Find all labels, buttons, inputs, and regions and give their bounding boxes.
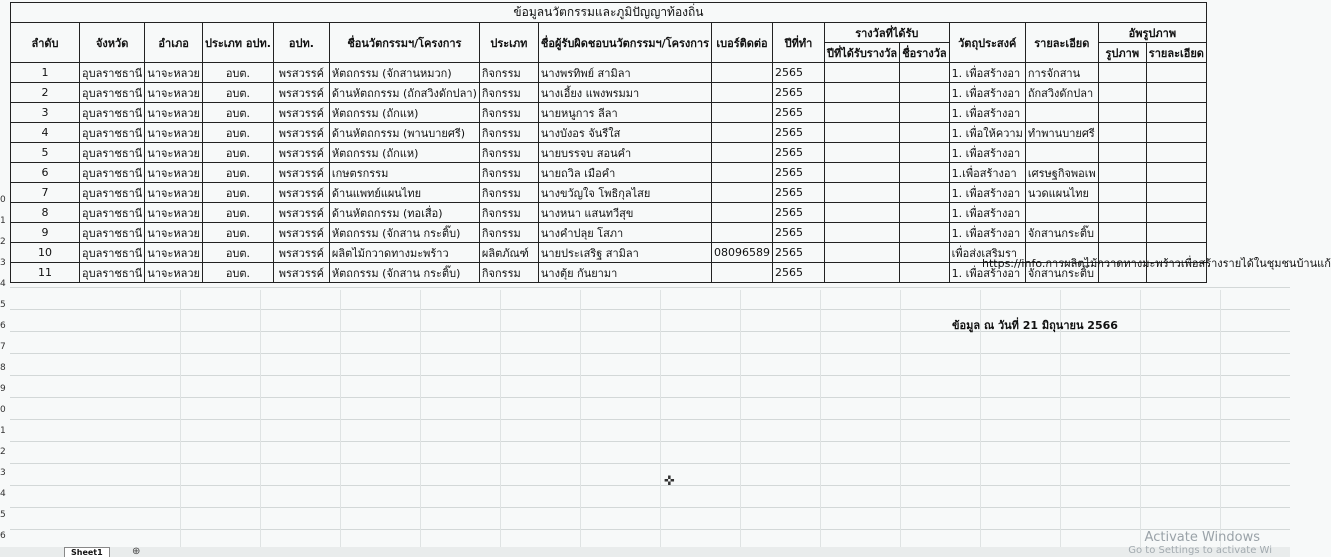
- row-number[interactable]: 1: [0, 216, 6, 226]
- cell-photo-detail[interactable]: [1146, 83, 1206, 103]
- cell-province[interactable]: อุบลราชธานี: [80, 123, 145, 143]
- cell-province[interactable]: อุบลราชธานี: [80, 63, 145, 83]
- grid-line: [900, 290, 901, 557]
- cell-category[interactable]: กิจกรรม: [479, 163, 538, 183]
- row-number[interactable]: 6: [0, 531, 6, 541]
- cell-phone[interactable]: 08096589: [712, 243, 773, 263]
- cell-category[interactable]: กิจกรรม: [479, 263, 538, 283]
- cell-objective[interactable]: 1. เพื่อสร้างอา: [949, 143, 1025, 163]
- cell-category[interactable]: กิจกรรม: [479, 183, 538, 203]
- cell-cursor-icon: ✜: [664, 474, 675, 489]
- cell-no[interactable]: 2: [11, 83, 80, 103]
- cell-award-name[interactable]: [900, 243, 949, 263]
- cell-owner[interactable]: นายถวิล เมือคำ: [538, 163, 711, 183]
- cell-photo[interactable]: [1098, 63, 1146, 83]
- header-district[interactable]: อำเภอ: [145, 23, 203, 63]
- cell-phone[interactable]: [712, 203, 773, 223]
- tab-sheet1[interactable]: Sheet1: [64, 547, 110, 557]
- cell-province[interactable]: อุบลราชธานี: [80, 103, 145, 123]
- row-number[interactable]: 7: [0, 342, 6, 352]
- row-number[interactable]: 4: [0, 279, 6, 289]
- cell-province[interactable]: อุบลราชธานี: [80, 223, 145, 243]
- header-award-year[interactable]: ปีที่ได้รับรางวัล: [825, 43, 900, 63]
- grid-line: [180, 290, 181, 557]
- cell-owner[interactable]: นางตุ้ย กันยามา: [538, 263, 711, 283]
- date-note[interactable]: ข้อมูล ณ วันที่ 21 มิถุนายน 2566: [952, 319, 1118, 332]
- cell-phone[interactable]: [712, 123, 773, 143]
- cell-year[interactable]: 2565: [773, 223, 825, 243]
- cell-category[interactable]: กิจกรรม: [479, 123, 538, 143]
- cell-objective[interactable]: 1. เพื่อสร้างอา: [949, 263, 1025, 283]
- cell-province[interactable]: อุบลราชธานี: [80, 203, 145, 223]
- cell-phone[interactable]: [712, 63, 773, 83]
- grid-line: [10, 287, 1290, 288]
- cell-district[interactable]: นาจะหลวย: [145, 103, 203, 123]
- cell-owner[interactable]: นางคำปลุย โสภา: [538, 223, 711, 243]
- cell-award-name[interactable]: [900, 143, 949, 163]
- cell-district[interactable]: นาจะหลวย: [145, 163, 203, 183]
- cell-opt-type[interactable]: อบต.: [202, 123, 273, 143]
- cell-award-year[interactable]: [825, 243, 900, 263]
- cell-opt-type[interactable]: อบต.: [202, 83, 273, 103]
- cell-detail[interactable]: นวดแผนไทย: [1025, 183, 1098, 203]
- grid-line: [660, 290, 661, 557]
- row-number[interactable]: 6: [0, 321, 6, 331]
- grid-line: [10, 419, 1290, 420]
- cell-objective[interactable]: 1. เพื่อสร้างอา: [949, 203, 1025, 223]
- cell-year[interactable]: 2565: [773, 163, 825, 183]
- cell-year[interactable]: 2565: [773, 183, 825, 203]
- table-row: [11, 163, 1207, 183]
- row-number[interactable]: 1: [0, 426, 6, 436]
- table-row: [11, 223, 1207, 243]
- cell-phone[interactable]: [712, 143, 773, 163]
- cell-photo[interactable]: [1098, 223, 1146, 243]
- cell-no[interactable]: 5: [11, 143, 80, 163]
- header-photo-group[interactable]: อัพรูปภาพ: [1098, 23, 1206, 43]
- header-owner[interactable]: ชื่อผู้รับผิดชอบนวัตกรรมฯ/โครงการ: [538, 23, 711, 63]
- cell-detail[interactable]: จักสานกระติ๊บ: [1025, 263, 1098, 283]
- cell-award-year[interactable]: [825, 103, 900, 123]
- grid-line: [10, 463, 1290, 464]
- cell-award-name[interactable]: [900, 203, 949, 223]
- row10-link-cell[interactable]: [982, 254, 1331, 272]
- cell-opt[interactable]: พรสวรรค์: [273, 83, 329, 103]
- cell-name[interactable]: หัตถกรรม (ถักแห): [329, 103, 479, 123]
- row-number[interactable]: 9: [0, 384, 6, 394]
- activate-windows-subtitle: Go to Settings to activate Wi: [1128, 545, 1272, 556]
- cell-opt[interactable]: พรสวรรค์: [273, 163, 329, 183]
- cell-objective[interactable]: เพื่อส่งเสริมรา: [949, 243, 1025, 263]
- cell-opt[interactable]: พรสวรรค์: [273, 183, 329, 203]
- cell-award-year[interactable]: [825, 223, 900, 243]
- cell-photo[interactable]: [1098, 183, 1146, 203]
- cell-name[interactable]: หัตถกรรม (จักสาน กระติ๊บ): [329, 263, 479, 283]
- grid-line: [420, 290, 421, 557]
- grid-line: [260, 290, 261, 557]
- grid-line: [500, 290, 501, 557]
- cell-phone[interactable]: [712, 183, 773, 203]
- cell-opt[interactable]: พรสวรรค์: [273, 143, 329, 163]
- cell-detail[interactable]: [1025, 143, 1098, 163]
- cell-opt-type[interactable]: อบต.: [202, 223, 273, 243]
- cell-award-name[interactable]: [900, 83, 949, 103]
- cell-category[interactable]: กิจกรรม: [479, 103, 538, 123]
- row10-link[interactable]: https://info.: [982, 257, 1046, 270]
- table-row: [11, 183, 1207, 203]
- header-phone[interactable]: เบอร์ติดต่อ: [712, 23, 773, 63]
- cell-no[interactable]: 11: [11, 263, 80, 283]
- sheet-tab-bar: [0, 547, 1290, 557]
- grid-line: [340, 290, 341, 557]
- cell-award-year[interactable]: [825, 163, 900, 183]
- cell-photo-detail[interactable]: [1146, 183, 1206, 203]
- grid-line: [10, 507, 1290, 508]
- cell-objective[interactable]: 1. เพื่อสร้างอา: [949, 103, 1025, 123]
- cell-owner[interactable]: นางพรทิพย์ สามิลา: [538, 63, 711, 83]
- cell-detail[interactable]: [1025, 103, 1098, 123]
- cell-photo[interactable]: [1098, 103, 1146, 123]
- cell-district[interactable]: นาจะหลวย: [145, 263, 203, 283]
- cell-year[interactable]: 2565: [773, 263, 825, 283]
- cell-owner[interactable]: นางบังอร จันรีใส: [538, 123, 711, 143]
- cell-year[interactable]: 2565: [773, 83, 825, 103]
- cell-name[interactable]: หัตถกรรม (จักสาน กระติ๊บ): [329, 223, 479, 243]
- cell-name[interactable]: หัตถกรรม (จักสานหมวก): [329, 63, 479, 83]
- cell-opt[interactable]: พรสวรรค์: [273, 123, 329, 143]
- cell-province[interactable]: อุบลราชธานี: [80, 183, 145, 203]
- cell-category[interactable]: กิจกรรม: [479, 143, 538, 163]
- cell-district[interactable]: นาจะหลวย: [145, 123, 203, 143]
- grid-line: [10, 441, 1290, 442]
- cell-opt-type[interactable]: อบต.: [202, 203, 273, 223]
- cell-phone[interactable]: [712, 223, 773, 243]
- cell-detail[interactable]: [1025, 203, 1098, 223]
- cell-award-year[interactable]: [825, 203, 900, 223]
- cell-photo[interactable]: [1098, 163, 1146, 183]
- cell-category[interactable]: กิจกรรม: [479, 223, 538, 243]
- cell-phone[interactable]: [712, 263, 773, 283]
- header-photo-detail[interactable]: รายละเอียด: [1146, 43, 1206, 63]
- cell-award-year[interactable]: [825, 123, 900, 143]
- cell-year[interactable]: 2565: [773, 243, 825, 263]
- row10-link-description[interactable]: การผลิตไม้กวาดทางมะพร้าวเพื่อสร้างรายได้ในชุมชนบ้านแก้: [1045, 257, 1331, 270]
- header-no[interactable]: ลำดับ: [11, 23, 80, 63]
- cell-award-year[interactable]: [825, 263, 900, 283]
- cell-owner[interactable]: นางเอี้ยง แพงพรมมา: [538, 83, 711, 103]
- grid-line: [10, 485, 1290, 486]
- cell-photo-detail[interactable]: [1146, 203, 1206, 223]
- row-number[interactable]: 0: [0, 405, 6, 415]
- row-number[interactable]: 8: [0, 363, 6, 373]
- grid-line: [10, 309, 1290, 310]
- table-row: [11, 203, 1207, 223]
- cell-award-name[interactable]: [900, 223, 949, 243]
- table-row: [11, 123, 1207, 143]
- cell-photo[interactable]: [1098, 83, 1146, 103]
- cell-name[interactable]: เกษตรกรรม: [329, 163, 479, 183]
- add-sheet-icon[interactable]: ⊕: [132, 546, 141, 557]
- header-province[interactable]: จังหวัด: [80, 23, 145, 63]
- grid-line: [10, 353, 1290, 354]
- header-year[interactable]: ปีที่ทำ: [773, 23, 825, 63]
- cell-owner[interactable]: นายหนูการ ลีลา: [538, 103, 711, 123]
- cell-objective[interactable]: 1. เพื่อให้ความ: [949, 123, 1025, 143]
- cell-award-year[interactable]: [825, 83, 900, 103]
- cell-name[interactable]: ด้านหัตถกรรม (พานบายศรี): [329, 123, 479, 143]
- cell-province[interactable]: อุบลราชธานี: [80, 263, 145, 283]
- row-number[interactable]: 0: [0, 195, 6, 205]
- cell-opt[interactable]: พรสวรรค์: [273, 103, 329, 123]
- grid-line: [10, 529, 1290, 530]
- cell-category[interactable]: กิจกรรม: [479, 83, 538, 103]
- cell-name[interactable]: ด้านแพทย์แผนไทย: [329, 183, 479, 203]
- row-number[interactable]: 5: [0, 510, 6, 520]
- cell-year[interactable]: 2565: [773, 143, 825, 163]
- cell-district[interactable]: นาจะหลวย: [145, 223, 203, 243]
- cell-category[interactable]: ผลิตภัณฑ์: [479, 243, 538, 263]
- cell-photo[interactable]: [1098, 123, 1146, 143]
- cell-province[interactable]: อุบลราชธานี: [80, 143, 145, 163]
- grid-line: [580, 290, 581, 557]
- cell-owner[interactable]: นายประเสริฐ สามิลา: [538, 243, 711, 263]
- cell-no[interactable]: 9: [11, 223, 80, 243]
- cell-no[interactable]: 3: [11, 103, 80, 123]
- cell-opt[interactable]: พรสวรรค์: [273, 203, 329, 223]
- table-row: [11, 63, 1207, 83]
- row-number[interactable]: 5: [0, 300, 6, 310]
- cell-photo-detail[interactable]: [1146, 163, 1206, 183]
- cell-opt[interactable]: พรสวรรค์: [273, 63, 329, 83]
- cell-photo-detail[interactable]: [1146, 143, 1206, 163]
- cell-province[interactable]: อุบลราชธานี: [80, 163, 145, 183]
- cell-phone[interactable]: [712, 83, 773, 103]
- table-row: [11, 83, 1207, 103]
- sheet-title[interactable]: ข้อมูลนวัตกรรมและภูมิปัญญาท้องถิ่น: [11, 3, 1207, 23]
- cell-phone[interactable]: [712, 163, 773, 183]
- cell-district[interactable]: นาจะหลวย: [145, 83, 203, 103]
- cell-owner[interactable]: นางหนา แสนทวีสุข: [538, 203, 711, 223]
- cell-name[interactable]: ผลิตไม้กวาดทางมะพร้าว: [329, 243, 479, 263]
- cell-district[interactable]: นาจะหลวย: [145, 203, 203, 223]
- header-opt[interactable]: อปท.: [273, 23, 329, 63]
- cell-opt[interactable]: พรสวรรค์: [273, 223, 329, 243]
- cell-objective[interactable]: 1. เพื่อสร้างอา: [949, 223, 1025, 243]
- cell-photo-detail[interactable]: [1146, 223, 1206, 243]
- row-number[interactable]: 3: [0, 258, 6, 268]
- cell-no[interactable]: 1: [11, 63, 80, 83]
- cell-detail[interactable]: จักสานกระติ๊บ: [1025, 223, 1098, 243]
- header-opt-type[interactable]: ประเภท อปท.: [202, 23, 273, 63]
- cell-year[interactable]: 2565: [773, 103, 825, 123]
- cell-detail[interactable]: ถักสวิงดักปลา: [1025, 83, 1098, 103]
- cell-no[interactable]: 7: [11, 183, 80, 203]
- cell-opt-type[interactable]: อบต.: [202, 143, 273, 163]
- cell-opt-type[interactable]: อบต.: [202, 163, 273, 183]
- cell-photo[interactable]: [1098, 203, 1146, 223]
- cell-objective[interactable]: 1.เพื่อสร้างอา: [949, 163, 1025, 183]
- cell-objective[interactable]: 1. เพื่อสร้างอา: [949, 183, 1025, 203]
- cell-phone[interactable]: [712, 103, 773, 123]
- cell-province[interactable]: อุบลราชธานี: [80, 243, 145, 263]
- cell-owner[interactable]: นายบรรจบ สอนคำ: [538, 143, 711, 163]
- cell-district[interactable]: นาจะหลวย: [145, 143, 203, 163]
- cell-opt[interactable]: พรสวรรค์: [273, 243, 329, 263]
- cell-year[interactable]: 2565: [773, 123, 825, 143]
- cell-no[interactable]: 6: [11, 163, 80, 183]
- cell-detail[interactable]: การจักสาน: [1025, 63, 1098, 83]
- cell-district[interactable]: นาจะหลวย: [145, 243, 203, 263]
- cell-objective[interactable]: 1. เพื่อสร้างอา: [949, 63, 1025, 83]
- cell-opt-type[interactable]: อบต.: [202, 63, 273, 83]
- grid-line: [820, 290, 821, 557]
- cell-award-year[interactable]: [825, 63, 900, 83]
- row-number[interactable]: 2: [0, 237, 6, 247]
- cell-award-name[interactable]: [900, 123, 949, 143]
- cell-award-name[interactable]: [900, 183, 949, 203]
- cell-opt-type[interactable]: อบต.: [202, 243, 273, 263]
- cell-opt[interactable]: พรสวรรค์: [273, 263, 329, 283]
- cell-award-name[interactable]: [900, 263, 949, 283]
- table-row: [11, 103, 1207, 123]
- header-detail[interactable]: รายละเอียด: [1025, 23, 1098, 63]
- cell-detail[interactable]: ทำพานบายศรี: [1025, 123, 1098, 143]
- header-award-group[interactable]: รางวัลที่ได้รับ: [825, 23, 950, 43]
- cell-name[interactable]: หัตถกรรม (ถักแห): [329, 143, 479, 163]
- header-photo[interactable]: รูปภาพ: [1098, 43, 1146, 63]
- cell-name[interactable]: ด้านหัตถกรรม (ถักสวิงดักปลา): [329, 83, 479, 103]
- header-category[interactable]: ประเภท: [479, 23, 538, 63]
- cell-opt-type[interactable]: อบต.: [202, 263, 273, 283]
- grid-line: [740, 290, 741, 557]
- cell-photo-detail[interactable]: [1146, 63, 1206, 83]
- cell-award-year[interactable]: [825, 143, 900, 163]
- grid-line: [10, 397, 1290, 398]
- grid-line: [10, 375, 1290, 376]
- header-objective[interactable]: วัตถุประสงค์: [949, 23, 1025, 63]
- grid-line: [1140, 290, 1141, 557]
- cell-district[interactable]: นาจะหลวย: [145, 183, 203, 203]
- grid-line: [1220, 290, 1221, 557]
- row-number[interactable]: 3: [0, 468, 6, 478]
- row-number[interactable]: 4: [0, 489, 6, 499]
- cell-year[interactable]: 2565: [773, 63, 825, 83]
- cell-detail[interactable]: เศรษฐกิจพอเพ: [1025, 163, 1098, 183]
- cell-year[interactable]: 2565: [773, 203, 825, 223]
- cell-photo-detail[interactable]: [1146, 103, 1206, 123]
- cell-award-name[interactable]: [900, 103, 949, 123]
- cell-no[interactable]: 10: [11, 243, 80, 263]
- header-name[interactable]: ชื่อนวัตกรรมฯ/โครงการ: [329, 23, 479, 63]
- cell-category[interactable]: กิจกรรม: [479, 203, 538, 223]
- cell-owner[interactable]: นางขวัญใจ โพธิกุลไสย: [538, 183, 711, 203]
- cell-objective[interactable]: 1. เพื่อสร้างอา: [949, 83, 1025, 103]
- activate-windows-title: Activate Windows: [1144, 530, 1260, 545]
- cell-no[interactable]: 4: [11, 123, 80, 143]
- row-number[interactable]: 2: [0, 447, 6, 457]
- cell-district[interactable]: นาจะหลวย: [145, 63, 203, 83]
- cell-province[interactable]: อุบลราชธานี: [80, 83, 145, 103]
- cell-category[interactable]: กิจกรรม: [479, 63, 538, 83]
- cell-photo[interactable]: [1098, 143, 1146, 163]
- cell-award-year[interactable]: [825, 183, 900, 203]
- cell-photo-detail[interactable]: [1146, 123, 1206, 143]
- cell-opt-type[interactable]: อบต.: [202, 183, 273, 203]
- cell-no[interactable]: 8: [11, 203, 80, 223]
- header-award-name[interactable]: ชื่อรางวัล: [900, 43, 949, 63]
- table-row: [11, 143, 1207, 163]
- cell-name[interactable]: ด้านหัตถกรรม (ทอเสื่อ): [329, 203, 479, 223]
- cell-award-name[interactable]: [900, 163, 949, 183]
- cell-award-name[interactable]: [900, 63, 949, 83]
- data-table: [10, 2, 1207, 283]
- cell-opt-type[interactable]: อบต.: [202, 103, 273, 123]
